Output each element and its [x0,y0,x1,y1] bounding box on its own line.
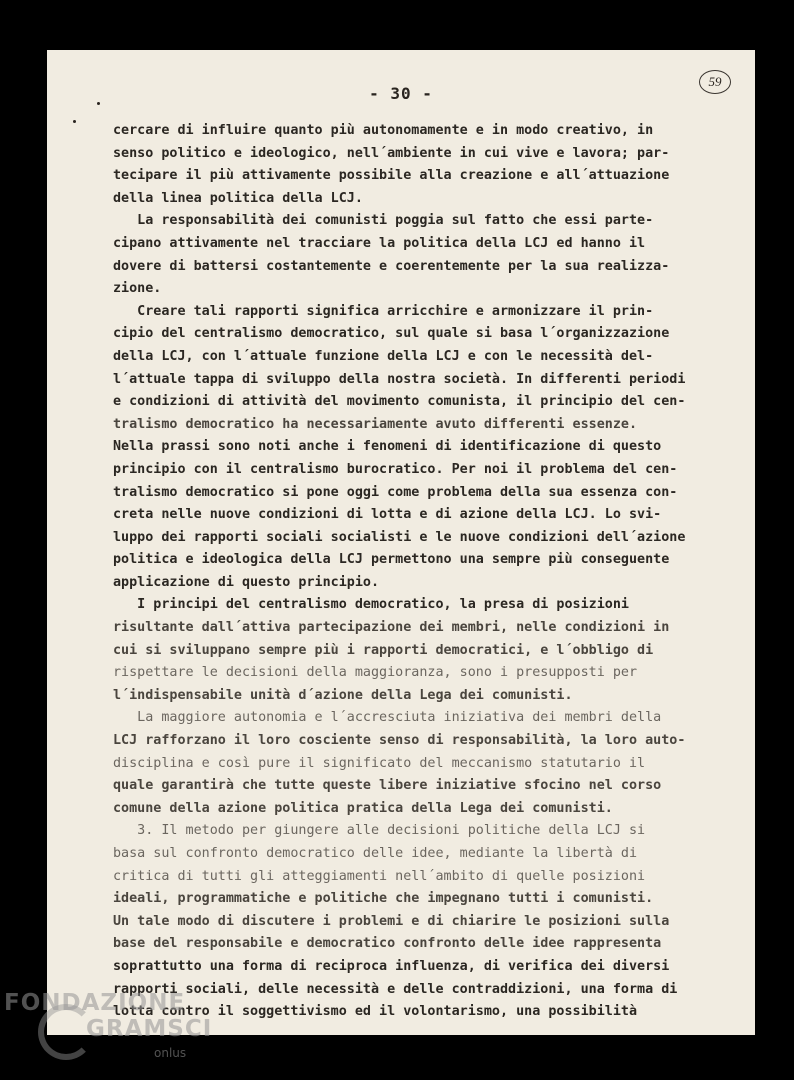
text-line: e condizioni di attività del movimento comunista, il principio del cen- [113,394,686,410]
text-line: Creare tali rapporti significa arricchire e armonizzare il prin- [113,303,654,319]
text-line: principio con il centralismo burocratico. Per noi il problema del cen- [113,461,678,477]
text-line: cipio del centralismo democratico, sul quale si basa l´organizzazione [113,326,670,342]
watermark-line1: FONDAZIONE [4,990,186,1016]
text-line: rapporti sociali, delle necessità e delle contraddizioni, una forma di [113,981,678,997]
text-line: risultante dall´attiva partecipazione dei membri, nelle condizioni in [113,620,670,636]
body-text [113,120,723,1024]
text-line: luppo dei rapporti sociali socialisti e le nuove condizioni dell´azione [113,529,686,545]
text-line: La responsabilità dei comunisti poggia sul fatto che essi parte- [113,213,654,229]
text-line: senso politico e ideologico, nell´ambiente in cui vive e lavora; par- [113,145,670,161]
text-line: ideali, programmatiche e politiche che impegnano tutti i comunisti. [113,891,654,907]
text-line: Un tale modo di discutere i problemi e di chiarire le posizioni sulla [113,913,670,929]
text-line: basa sul confronto democratico delle idee, mediante la libertà di [113,846,638,861]
text-line: l´attuale tappa di sviluppo della nostra società. In differenti periodi [113,371,686,387]
text-line: disciplina e così pure il significato del meccanismo statutario il [113,755,646,771]
text-line: LCJ rafforzano il loro cosciente senso di responsabilità, la loro auto- [113,733,686,749]
text-line: cipano attivamente nel tracciare la politica della LCJ ed hanno il [113,235,646,251]
text-line: l´indispensabile unità d´azione della Lega dei comunisti. [113,687,573,703]
ink-speck [73,120,76,123]
text-line: soprattutto una forma di reciproca influenza, di verifica dei diversi [113,958,670,974]
watermark-line2: GRAMSCI [86,1016,213,1042]
text-line: cercare di influire quanto più autonomamente e in modo creativo, in [113,123,654,138]
text-line: zione. [113,281,162,297]
text-line: politica e ideologica della LCJ permettono una sempre più conseguente [113,552,670,568]
text-line: creta nelle nuove condizioni di lotta e di azione della LCJ. Lo svi- [113,507,662,523]
page-number: - 30 - [369,84,433,103]
text-line: dovere di battersi costantemente e coerentemente per la sua realizza- [113,258,670,274]
text-line: rispettare le decisioni della maggioranza, sono i presupposti per [113,665,638,681]
watermark-line3: onlus [154,1046,187,1060]
archive-page-number: 59 [699,70,731,94]
text-line: cui si sviluppano sempre più i rapporti democratici, e l´obbligo di [113,642,654,658]
text-line: della LCJ, con l´attuale funzione della LCJ e con le necessità del- [113,348,654,364]
text-line: comune della azione politica pratica della Lega dei comunisti. [113,800,613,816]
text-line: tralismo democratico si pone oggi come problema della sua essenza con- [113,484,678,500]
text-line: quale garantirà che tutte queste libere iniziative sfocino nel corso [113,778,662,794]
text-line: tralismo democratico ha necessariamente avuto differenti essenze. [113,416,638,432]
document-page [47,50,755,1035]
text-line: della linea politica della LCJ. [113,190,363,206]
text-line: La maggiore autonomia e l´accresciuta iniziativa dei membri della [113,710,662,726]
text-line: lotta contro il soggettivismo ed il volontarismo, una possibilità [113,1004,638,1020]
text-line: tecipare il più attivamente possibile alla creazione e all´attuazione [113,168,670,184]
text-line: Nella prassi sono noti anche i fenomeni di identificazione di questo [113,439,662,455]
text-line: applicazione di questo principio. [113,574,380,590]
text-line: critica di tutti gli atteggiamenti nell´ambito di quelle posizioni [113,868,646,884]
text-line: 3. Il metodo per giungere alle decisioni politiche della LCJ si [113,823,646,839]
text-line: I principi del centralismo democratico, la presa di posizioni [113,597,629,613]
text-line: base del responsabile e democratico confronto delle idee rappresenta [113,936,662,952]
